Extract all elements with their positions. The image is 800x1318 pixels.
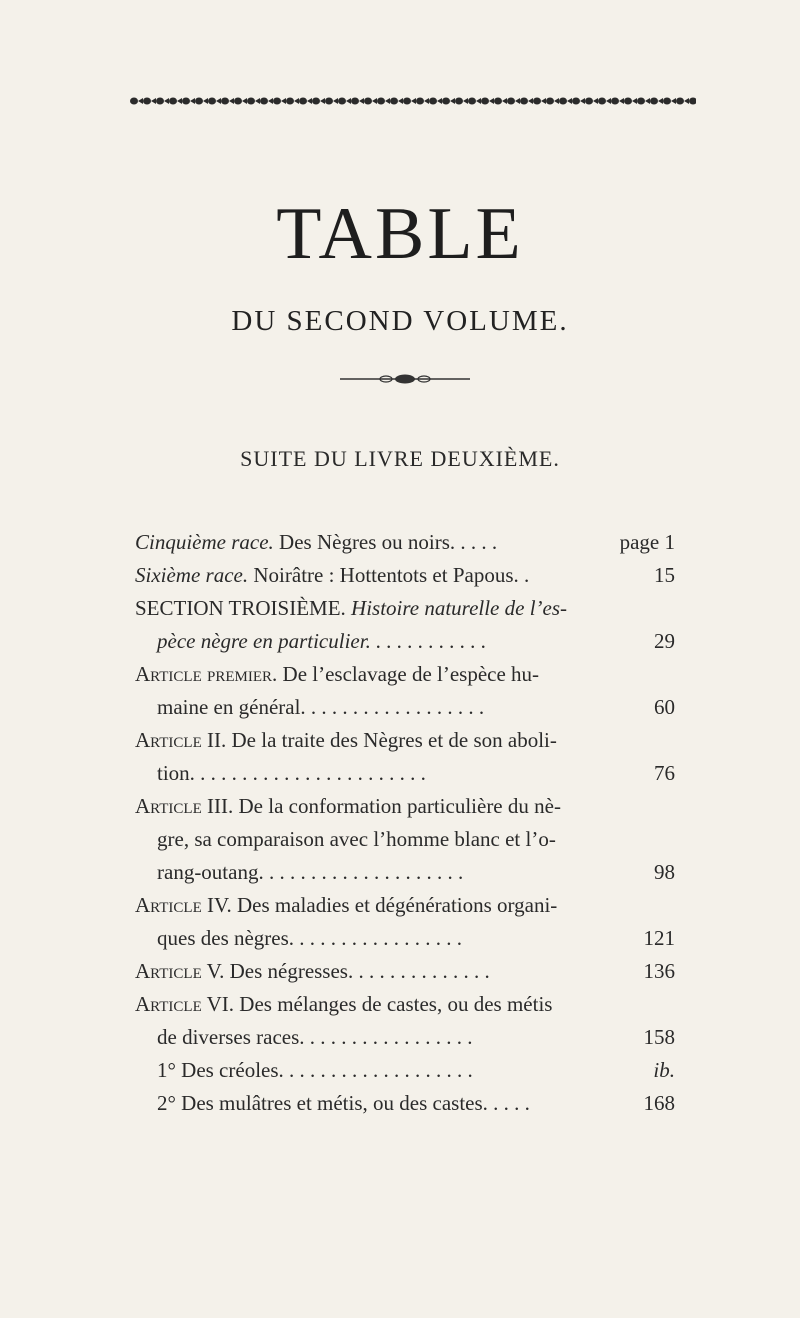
toc-text: pèce nègre en particulier. . . . . . . . . . . . bbox=[157, 629, 487, 653]
toc-page: 76 bbox=[654, 761, 675, 785]
page-title: TABLE bbox=[276, 193, 524, 275]
toc-text: Histoire naturelle de l’es- bbox=[345, 596, 568, 620]
toc-text: De la conformation particulière du nè- bbox=[233, 794, 561, 818]
toc-page: page 1 bbox=[619, 530, 675, 554]
toc-line bbox=[135, 526, 675, 559]
toc-lead: Article IV. bbox=[135, 893, 232, 917]
toc-text: 1° Des créoles. . . . . . . . . . . . . . . . . . . bbox=[157, 1058, 473, 1082]
toc-text: Des maladies et dégénérations organi- bbox=[231, 893, 558, 917]
toc-lead: Article III. bbox=[135, 794, 234, 818]
toc-line bbox=[135, 559, 675, 592]
toc-line bbox=[135, 625, 675, 658]
toc-line bbox=[135, 1021, 675, 1054]
volume-subtitle: DU SECOND VOLUME. bbox=[231, 305, 569, 337]
toc-line bbox=[135, 1087, 675, 1120]
toc-lead: Sixième race. bbox=[135, 563, 249, 587]
section-heading: SUITE DU LIVRE DEUXIÈME. bbox=[240, 446, 560, 471]
toc-lead: Article V. bbox=[135, 959, 225, 983]
toc-text: De la traite des Nègres et de son aboli- bbox=[226, 728, 557, 752]
ornamental-band bbox=[130, 94, 696, 108]
table-of-contents bbox=[135, 526, 675, 1120]
toc-line bbox=[135, 988, 675, 1021]
toc-page: 121 bbox=[643, 926, 675, 950]
toc-text: Noirâtre : Hottentots et Papous. . bbox=[248, 563, 530, 587]
toc-text: de diverses races. . . . . . . . . . . . . . . . . bbox=[157, 1025, 473, 1049]
toc-page: 29 bbox=[654, 629, 675, 653]
toc-text: maine en général. . . . . . . . . . . . . . . . . . bbox=[157, 695, 485, 719]
toc-lead: SECTION TROISIÈME. bbox=[135, 596, 346, 620]
toc-text: ques des nègres. . . . . . . . . . . . . . . . . bbox=[157, 926, 463, 950]
toc-page: 98 bbox=[654, 860, 675, 884]
toc-line bbox=[135, 790, 675, 823]
toc-line bbox=[135, 922, 675, 955]
toc-page: 60 bbox=[654, 695, 675, 719]
toc-lead: Article premier. bbox=[135, 662, 278, 686]
toc-lead: Article VI. bbox=[135, 992, 235, 1016]
toc-line bbox=[135, 691, 675, 724]
toc-line bbox=[135, 823, 675, 856]
toc-lead: Article II. bbox=[135, 728, 227, 752]
toc-line bbox=[135, 889, 675, 922]
toc-page: ib. bbox=[653, 1058, 675, 1082]
toc-text: De l’esclavage de l’espèce hu- bbox=[277, 662, 540, 686]
toc-page: 136 bbox=[643, 959, 675, 983]
toc-line bbox=[135, 592, 675, 625]
toc-text: tion. . . . . . . . . . . . . . . . . . . . . . . bbox=[157, 761, 426, 785]
toc-lead: Cinquième race. bbox=[135, 530, 274, 554]
toc-page: 158 bbox=[643, 1025, 675, 1049]
toc-text: Des Nègres ou noirs. . . . . bbox=[273, 530, 498, 554]
toc-text: gre, sa comparaison avec l’homme blanc et l’o- bbox=[157, 827, 556, 851]
toc-line bbox=[135, 658, 675, 691]
ornamental-divider bbox=[340, 373, 470, 385]
toc-line bbox=[135, 757, 675, 790]
toc-text: rang-outang. . . . . . . . . . . . . . . . . . . . bbox=[157, 860, 464, 884]
toc-line bbox=[135, 856, 675, 889]
toc-text: Des négresses. . . . . . . . . . . . . . bbox=[224, 959, 490, 983]
toc-line bbox=[135, 1054, 675, 1087]
toc-line bbox=[135, 955, 675, 988]
toc-text: 2° Des mulâtres et métis, ou des castes. . . . . bbox=[157, 1091, 530, 1115]
toc-line bbox=[135, 724, 675, 757]
toc-page: 168 bbox=[643, 1091, 675, 1115]
toc-text: Des mélanges de castes, ou des métis bbox=[234, 992, 553, 1016]
toc-page: 15 bbox=[654, 563, 675, 587]
